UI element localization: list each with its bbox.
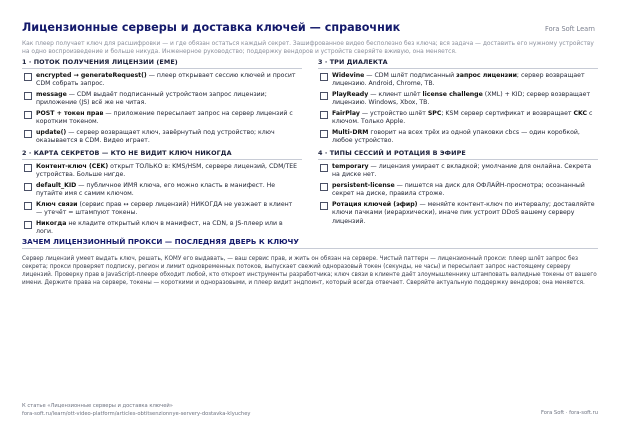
checklist-item xyxy=(320,201,598,226)
checkbox[interactable] xyxy=(24,202,32,210)
proxy-rule xyxy=(22,248,598,249)
item-term: Никогда xyxy=(36,220,67,227)
item-term: temporary xyxy=(332,163,369,170)
section-3-rule xyxy=(318,68,598,69)
checklist-item xyxy=(320,72,598,89)
item-text: — CDM шлёт подписанный xyxy=(364,72,457,79)
checklist-item xyxy=(320,110,598,127)
footer-brand: Fora Soft · fora-soft.ru xyxy=(540,410,598,416)
checklist-item xyxy=(24,129,300,146)
item-text: — CDM выдаёт подписанный устройством запрос лицензии; приложение (JS) всё же не читая. xyxy=(36,91,267,107)
item-text: не кладите открытый ключ в манифест, на CDN, в JS-плеер или в логи. xyxy=(36,220,283,236)
item-text-2: (XML) + KID; сервер возвращает лицензию. Windows, Xbox, ТВ. xyxy=(332,91,591,107)
checkbox[interactable] xyxy=(320,92,328,100)
item-term-2: запрос лицензии xyxy=(456,72,517,79)
item-text-2: ; сервер возвращает лицензию. Android, Chrome, ТВ. xyxy=(332,72,585,88)
item-text: — клиент шлёт xyxy=(368,91,423,98)
checkbox[interactable] xyxy=(24,183,32,191)
section-1-rule xyxy=(22,68,302,69)
checkbox[interactable] xyxy=(24,130,32,138)
item-term: Multi-DRM xyxy=(332,129,369,136)
item-text: — лицензия умирает с вкладкой; умолчание для онлайна. Секрета на диске нет. xyxy=(332,163,592,179)
checkbox[interactable] xyxy=(320,111,328,119)
item-text: — публичное ИМЯ ключа, его можно класть в манифест. Не путайте имя с самим ключом. xyxy=(36,182,276,198)
item-term-2: SPC xyxy=(427,110,442,117)
item-term: Ротация ключей (эфир) xyxy=(332,201,418,208)
item-text: — приложение пересылает запрос на сервер лицензий с коротким токеном. xyxy=(36,110,293,126)
section-4-heading: 4 · ТИПЫ СЕССИЙ И РОТАЦИЯ В ЭФИРЕ xyxy=(318,149,466,157)
proxy-heading: ЗАЧЕМ ЛИЦЕНЗИОННЫЙ ПРОКСИ — ПОСЛЕДНЯЯ ДВЕРЬ К КЛЮЧУ xyxy=(22,237,299,246)
item-term: FairPlay xyxy=(332,110,360,117)
checkbox[interactable] xyxy=(24,164,32,172)
section-2-rule xyxy=(22,159,302,160)
checklist-item xyxy=(24,91,300,108)
checklist-item xyxy=(320,129,598,146)
item-term: default_KID xyxy=(36,182,77,189)
item-term: POST + токен прав xyxy=(36,110,104,117)
checklist-item xyxy=(320,163,598,180)
checklist-item xyxy=(24,201,300,218)
checklist-item xyxy=(24,163,300,180)
item-text: — устройство шлёт xyxy=(359,110,428,117)
footer-source xyxy=(22,402,250,418)
item-term: Контент-ключ (CEK) xyxy=(36,163,109,170)
checkbox[interactable] xyxy=(320,130,328,138)
item-term: encrypted → generateRequest() xyxy=(36,72,147,79)
checkbox[interactable] xyxy=(24,111,32,119)
proxy-paragraph: Сервер лицензий умеет выдать ключ, решать, КОМУ его выдавать, — ваш сервис прав, и жить он обязан на сервере. Чистый паттерн — лицензионный прокси: плеер шлёт запрос без секрета; прокси проверяет подписку, регион и лимит одновременных потоков, выпускает свежий одноразовый токен (секунды, не часы) и пересылает запрос настоящему серверу лицензий. Проверку прав в JavaScript-плеере обходит любой, кто откроет инструменты разработчика; ключ связи в клиенте даёт злоумышленнику штамповать валидные токены от вашего имени. Держите права на сервере, токены — короткими и одноразовыми, и плеер видит эндпоинт, который всегда отвечает. Сверяйте актуальную поддержку вендоров; она меняется. xyxy=(22,256,597,286)
section-3-heading: 3 · ТРИ ДИАЛЕКТА xyxy=(318,58,388,66)
section-1-heading: 1 · ПОТОК ПОЛУЧЕНИЯ ЛИЦЕНЗИИ (EME) xyxy=(22,58,178,66)
item-text: — меняйте контент-ключ по интервалу; доставляйте ключи пачками (иерархически), иначе пик устроит DDoS вашему серверу лицензий. xyxy=(332,201,595,225)
item-text: говорит на всех трёх из одной упаковки cbcs — один коробкой, любое устройство. xyxy=(332,129,580,145)
brand-label: Fora Soft Learn xyxy=(545,25,595,33)
item-term: Widevine xyxy=(332,72,365,79)
checkbox[interactable] xyxy=(24,221,32,229)
footer-article-label: К статье «Лицензионные серверы и доставка ключей» xyxy=(22,403,173,409)
section-4-rule xyxy=(318,159,598,160)
item-term: Ключ связи xyxy=(36,201,78,208)
checklist-item xyxy=(24,220,300,237)
checklist-item xyxy=(24,110,300,127)
checkbox[interactable] xyxy=(320,183,328,191)
checkbox[interactable] xyxy=(320,202,328,210)
checkbox[interactable] xyxy=(320,73,328,81)
item-text-3: с ключом. Только Apple. xyxy=(332,110,593,126)
item-term: update() xyxy=(36,129,67,136)
checkbox[interactable] xyxy=(320,164,328,172)
checkbox[interactable] xyxy=(24,92,32,100)
item-term: message xyxy=(36,91,67,98)
item-text: — пишется на диск для ОФЛАЙН-просмотра; осознанный секрет на диске, правила строже. xyxy=(332,182,585,198)
item-text: — сервер возвращает ключ, завёрнутый под устройство; ключ оказывается в CDM. Видео играет. xyxy=(36,129,275,145)
checklist-item xyxy=(24,72,300,89)
section-2-heading: 2 · КАРТА СЕКРЕТОВ — КТО НЕ ВИДИТ КЛЮЧ НИКОГДА xyxy=(22,149,232,157)
item-term-3: CKC xyxy=(573,110,588,117)
checkbox[interactable] xyxy=(24,73,32,81)
footer-url[interactable]: fora-soft.ru/learn/ott-video-platform/articles-obtitsenzionnye-servery-dostavka-klyuchey xyxy=(22,411,251,417)
checklist-item xyxy=(24,182,300,199)
item-text: (сервис прав ↔ сервер лицензий) НИКОГДА не уезжает в клиент — утечёт = штампуют токены. xyxy=(36,201,293,217)
item-term: PlayReady xyxy=(332,91,369,98)
page-title: Лицензионные серверы и доставка ключей — справочник xyxy=(22,21,401,34)
intro-text: Как плеер получает ключ для расшифровки — и где обязан остаться каждый секрет. Зашифрованное видео бесполезно без ключа; вся задача — доставить его нужному устройству на одно воспроизведение и больше никуда. Инженерное руководство; поддержку вендоров и устройств сверяйте вживую, она меняется. xyxy=(22,41,594,55)
item-term: persistent-license xyxy=(332,182,395,189)
item-text-2: ; KSM сервер сертификат и возвращает xyxy=(441,110,574,117)
item-term-2: license challenge xyxy=(422,91,483,98)
checklist-item xyxy=(320,182,598,199)
checklist-item xyxy=(320,91,598,108)
item-text: — плеер открывает сессию ключей и просит CDM собрать запрос. xyxy=(36,72,296,88)
item-text: открыт ТОЛЬКО в: KMS/HSM, сервере лицензий, CDM/TEE устройства. Больше нигде. xyxy=(36,163,298,179)
